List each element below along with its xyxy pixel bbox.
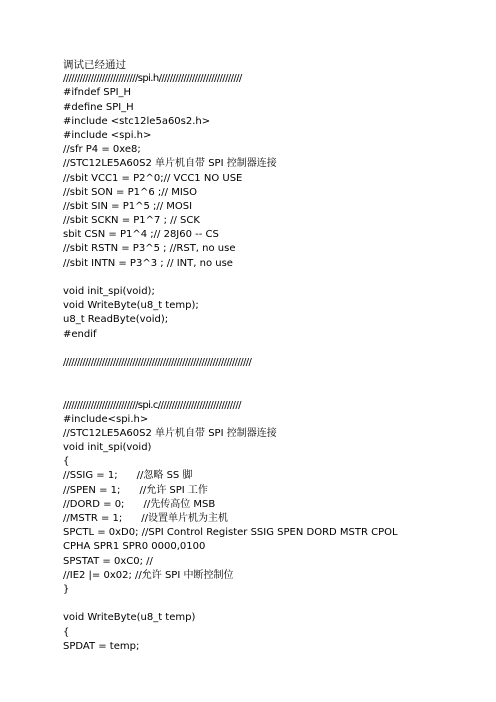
code-line: //DORD = 0; //先传高位 MSB <box>63 498 216 510</box>
code-line: //IE2 |= 0x02; //允许 SPI 中断控制位 <box>63 569 234 581</box>
blank-line <box>63 342 463 356</box>
code-line: //sfr P4 = 0xe8; <box>63 144 141 156</box>
code-line: //sbit VCC1 = P2^0;// VCC1 NO USE <box>63 172 243 184</box>
code-line: SPDAT = temp; <box>63 640 140 652</box>
code-line: //SPEN = 1; //允许 SPI 工作 <box>63 484 208 496</box>
code-line: //STC12LE5A60S2 单片机自带 SPI 控制器连接 <box>63 158 277 170</box>
code-line: //sbit RSTN = P3^5 ; //RST, no use <box>63 243 236 255</box>
section-divider: //////////////////////////////////////////////////////////////////// <box>63 356 252 368</box>
code-line: void init_spi(void) <box>63 442 152 454</box>
code-line: #include <stc12le5a60s2.h> <box>63 115 211 127</box>
code-line: { <box>63 456 70 468</box>
code-line: //STC12LE5A60S2 单片机自带 SPI 控制器连接 <box>63 427 277 439</box>
code-line: //sbit SIN = P1^5 ;// MOSI <box>63 200 193 212</box>
blank-line <box>63 597 463 611</box>
code-line: SPCTL = 0xD0; //SPI Control Register SSIG SPEN DORD MSTR CPOL CPHA SPR1 SPR0 0000,0100 <box>63 527 398 553</box>
code-line: sbit CSN = P1^4 ;// 28J60 -- CS <box>63 229 219 241</box>
code-line: //MSTR = 1; //设置单片机为主机 <box>63 513 229 524</box>
code-listing <box>63 58 463 654</box>
blank-line <box>63 370 463 384</box>
code-line: } <box>63 583 70 595</box>
blank-line <box>63 384 463 398</box>
code-line: void WriteByte(u8_t temp) <box>63 612 196 624</box>
blank-line <box>63 271 463 285</box>
code-line: SPSTAT = 0xC0; // <box>63 555 153 567</box>
code-line: void init_spi(void); <box>63 286 155 297</box>
section-divider: ///////////////////////////spi.c////////////////////////////// <box>63 399 241 411</box>
code-line: //sbit SCKN = P1^7 ; // SCK <box>63 215 200 227</box>
code-line: #endif <box>63 328 97 340</box>
code-line: #include<spi.h> <box>63 413 149 425</box>
code-line: //sbit INTN = P3^3 ; // INT, no use <box>63 257 233 269</box>
code-line: #include <spi.h> <box>63 129 152 141</box>
section-divider: ///////////////////////////spi.h////////////////////////////// <box>63 73 242 85</box>
code-line: //SSIG = 1; //忽略 SS 脚 <box>63 470 193 482</box>
document-title: 调试已经通过 <box>63 59 126 71</box>
code-line: { <box>63 626 70 638</box>
code-line: u8_t ReadByte(void); <box>63 314 169 326</box>
code-line: #define SPI_H <box>63 101 134 113</box>
code-line: #ifndef SPI_H <box>63 87 132 99</box>
code-line: void WriteByte(u8_t temp); <box>63 300 199 312</box>
code-line: //sbit SON = P1^6 ;// MISO <box>63 186 198 198</box>
